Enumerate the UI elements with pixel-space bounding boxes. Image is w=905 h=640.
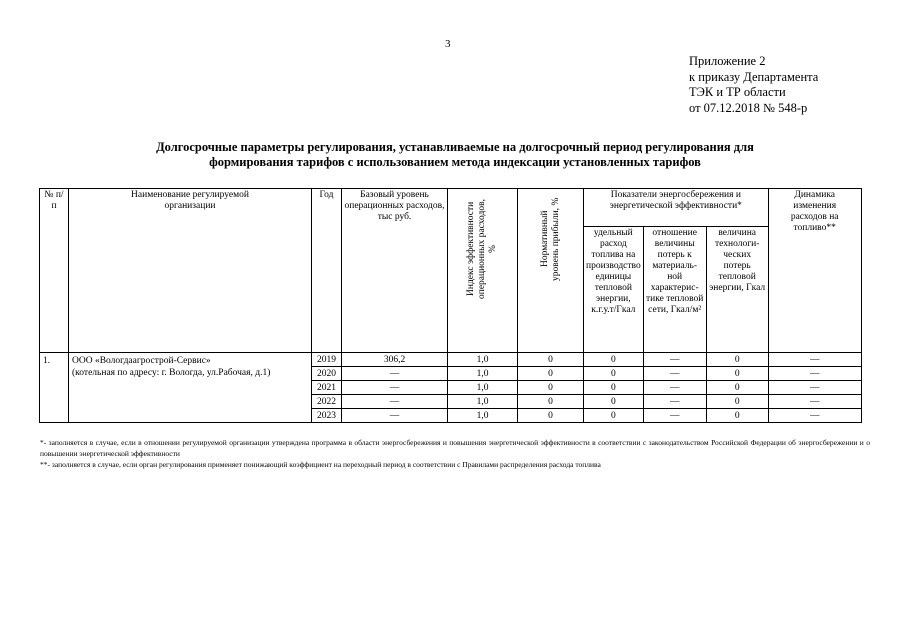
cell-fuel: 0 <box>584 409 644 423</box>
cell-base: — <box>342 381 448 395</box>
cell-tech: 0 <box>706 353 768 367</box>
parameters-table <box>39 188 862 423</box>
appendix-line: от 07.12.2018 № 548-р <box>689 100 808 115</box>
header-fuel-consumption: удельный расход топлива на производство единицы тепловой энергии, к.г.у.т/Гкал <box>584 227 644 353</box>
cell-dynamics: — <box>768 381 861 395</box>
footnote-1: *- заполняется в случае, если в отношении регулируемой организации утверждена программа в области энергосбережения и повышения энергетической эффективности в соответствии с законодательством Российской Федерации об энергосбережении и о повышении энергетической эффективности <box>40 438 870 458</box>
page-number: 3 <box>445 38 451 50</box>
cell-loss: — <box>643 409 706 423</box>
cell-profit: 0 <box>518 367 584 381</box>
org-address: (котельная по адресу: г. Вологда, ул.Рабочая, д.1) <box>72 368 271 378</box>
cell-index: 1,0 <box>448 409 518 423</box>
cell-dynamics: — <box>768 353 861 367</box>
appendix-block <box>689 54 818 116</box>
table-row <box>40 353 862 367</box>
cell-loss: — <box>643 395 706 409</box>
cell-dynamics: — <box>768 395 861 409</box>
cell-index: 1,0 <box>448 381 518 395</box>
cell-year: 2023 <box>312 409 342 423</box>
row-number: 1. <box>40 353 69 423</box>
header-efficiency-index <box>448 189 518 353</box>
title-line: формирования тарифов с использованием метода индексации установленных тарифов <box>209 155 701 169</box>
cell-profit: 0 <box>518 353 584 367</box>
cell-base: — <box>342 367 448 381</box>
cell-tech: 0 <box>706 367 768 381</box>
header-profit-level <box>518 189 584 353</box>
title-line: Долгосрочные параметры регулирования, устанавливаемые на долгосрочный период регулирования для <box>156 140 754 154</box>
org-cell <box>69 353 312 423</box>
cell-tech: 0 <box>706 395 768 409</box>
cell-tech: 0 <box>706 381 768 395</box>
cell-loss: — <box>643 381 706 395</box>
cell-loss: — <box>643 353 706 367</box>
cell-base: 306,2 <box>342 353 448 367</box>
cell-profit: 0 <box>518 409 584 423</box>
cell-profit: 0 <box>518 395 584 409</box>
cell-index: 1,0 <box>448 395 518 409</box>
cell-year: 2022 <box>312 395 342 409</box>
cell-year: 2020 <box>312 367 342 381</box>
appendix-line: ТЭК и ТР области <box>689 85 786 99</box>
cell-year: 2019 <box>312 353 342 367</box>
header-efficiency-index-text: Индекс эффективности операционных расходов, % <box>466 199 498 299</box>
cell-tech: 0 <box>706 409 768 423</box>
cell-index: 1,0 <box>448 367 518 381</box>
header-org: Наименование регулируемой организации <box>69 189 312 353</box>
cell-year: 2021 <box>312 381 342 395</box>
document-title <box>40 140 870 170</box>
appendix-line: Приложение 2 <box>689 54 766 68</box>
header-loss-ratio: отношение величины потерь к материаль-ной характерис-тике тепловой сети, Гкал/м² <box>643 227 706 353</box>
header-fuel-dynamics: Динамика изменения расходов на топливо** <box>768 189 861 353</box>
header-energy-group: Показатели энергосбережения и энергетической эффективности* <box>584 189 769 227</box>
cell-profit: 0 <box>518 381 584 395</box>
cell-dynamics: — <box>768 409 861 423</box>
cell-fuel: 0 <box>584 395 644 409</box>
header-tech-losses: величина технологи-ческих потерь тепловой энергии, Гкал <box>706 227 768 353</box>
cell-index: 1,0 <box>448 353 518 367</box>
header-num: № п/п <box>40 189 69 353</box>
cell-base: — <box>342 409 448 423</box>
footnotes <box>40 437 870 470</box>
cell-dynamics: — <box>768 367 861 381</box>
cell-fuel: 0 <box>584 367 644 381</box>
appendix-line: к приказу Департамента <box>689 69 819 84</box>
footnote-2: **- заполняется в случае, если орган регулирования применяет понижающий коэффициент на переходный период в соответствии с Правилами распределения расхода топлива <box>40 460 601 469</box>
org-name: ООО «Вологдаагрострой-Сервис» <box>72 356 211 366</box>
cell-loss: — <box>643 367 706 381</box>
header-year: Год <box>312 189 342 353</box>
header-base-cost: Базовый уровень операционных расходов, тыс руб. <box>342 189 448 353</box>
cell-base: — <box>342 395 448 409</box>
cell-fuel: 0 <box>584 353 644 367</box>
cell-fuel: 0 <box>584 381 644 395</box>
header-profit-level-text: Нормативный уровень прибыли, % <box>539 197 561 281</box>
